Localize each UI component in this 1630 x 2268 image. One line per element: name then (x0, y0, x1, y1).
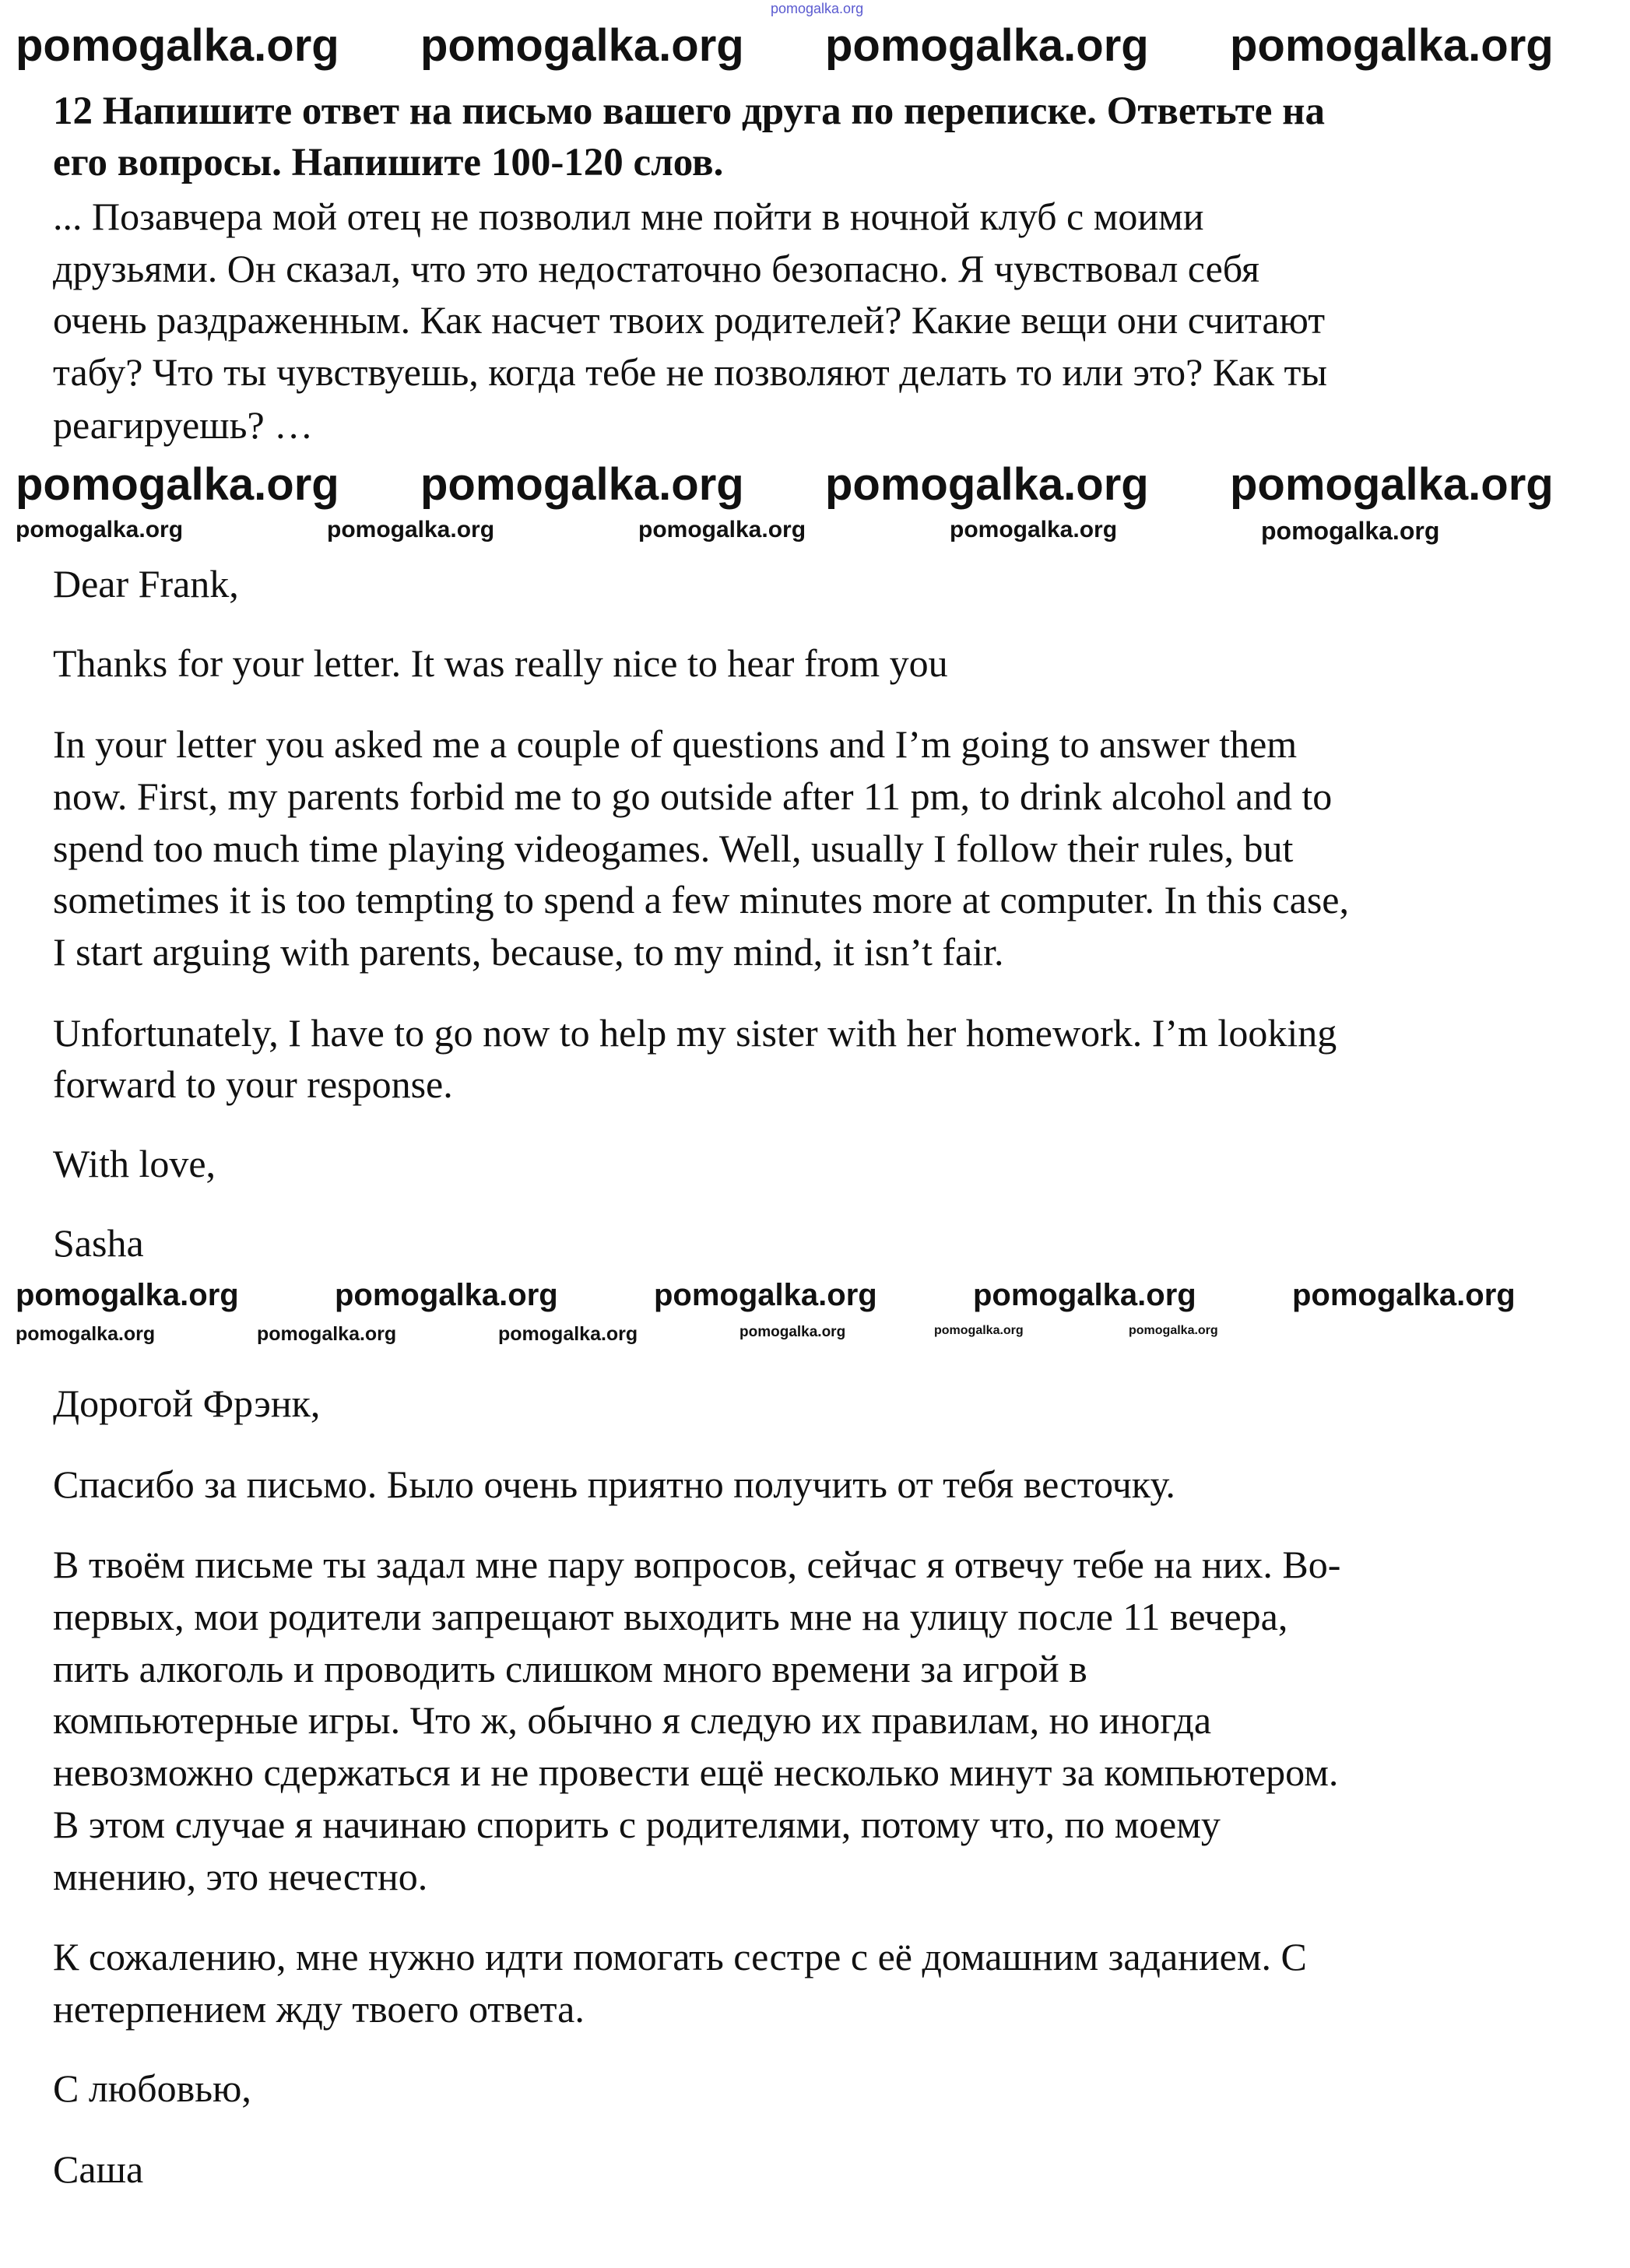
watermark: pomogalka.org (973, 1278, 1196, 1312)
watermark: pomogalka.org (1230, 459, 1554, 510)
body-ru-line: первых, мои родители запрещают выходить мне на улицу после 11 вечера, (53, 1595, 1288, 1638)
friend-letter-line: реагируешь? … (53, 403, 314, 447)
friend-letter-line: очень раздраженным. Как насчет твоих родителей? Какие вещи они считают (53, 298, 1326, 342)
greeting-en: Dear Frank, (53, 562, 239, 606)
body-ru-line: невозможно сдержаться и не провести ещё несколько минут за компьютером. (53, 1750, 1339, 1794)
watermark: pomogalka.org (825, 20, 1149, 71)
watermark: pomogalka.org (420, 20, 744, 71)
signoff-ru: С любовью, (53, 2066, 251, 2110)
watermark: pomogalka.org (654, 1278, 877, 1312)
watermark: pomogalka.org (327, 517, 495, 542)
friend-letter-line: ... Позавчера мой отец не позволил мне пойти в ночной клуб с моими (53, 195, 1204, 238)
task-line: его вопросы. Напишите 100-120 слов. (53, 141, 724, 184)
watermark: pomogalka.org (335, 1278, 558, 1312)
watermark: pomogalka.org (498, 1323, 638, 1345)
body-en-line: spend too much time playing videogames. Well, usually I follow their rules, but (53, 827, 1294, 870)
watermark: pomogalka.org (1129, 1324, 1218, 1337)
watermark: pomogalka.org (950, 517, 1118, 542)
greeting-ru: Дорогой Фрэнк, (53, 1382, 321, 1425)
watermark: pomogalka.org (420, 459, 744, 510)
watermark: pomogalka.org (16, 20, 339, 71)
watermark: pomogalka.org (1292, 1278, 1516, 1312)
watermark: pomogalka.org (934, 1324, 1024, 1337)
watermark: pomogalka.org (16, 1278, 239, 1312)
friend-letter-line: друзьями. Он сказал, что это недостаточно безопасно. Я чувствовал себя (53, 247, 1259, 290)
watermark: pomogalka.org (16, 517, 184, 542)
body-ru-line: В этом случае я начинаю спорить с родителями, потому что, по моему (53, 1803, 1221, 1846)
signoff-en: With love, (53, 1142, 216, 1185)
watermark: pomogalka.org (257, 1323, 397, 1345)
signature-en: Sasha (53, 1221, 144, 1265)
body-ru-line: пить алкоголь и проводить слишком много времени за игрой в (53, 1647, 1087, 1690)
body-en-line: sometimes it is too tempting to spend a few minutes more at computer. In this case, (53, 878, 1349, 922)
closing-en-line: Unfortunately, I have to go now to help my sister with her homework. I’m looking (53, 1011, 1337, 1055)
signature-ru: Саша (53, 2147, 144, 2191)
watermark: pomogalka.org (739, 1324, 846, 1340)
friend-letter-line: табу? Что ты чувствуешь, когда тебе не позволяют делать то или это? Как ты (53, 350, 1327, 394)
thanks-en: Thanks for your letter. It was really nice to hear from you (53, 641, 948, 685)
closing-ru-line: нетерпением жду твоего ответа. (53, 1987, 585, 2031)
body-en-line: In your letter you asked me a couple of questions and I’m going to answer them (53, 722, 1298, 766)
task-line: 12 Напишите ответ на письмо вашего друга по переписке. Ответьте на (53, 90, 1325, 133)
closing-en-line: forward to your response. (53, 1062, 453, 1106)
watermark: pomogalka.org (1230, 20, 1554, 71)
body-en-line: now. First, my parents forbid me to go outside after 11 pm, to drink alcohol and to (53, 774, 1333, 818)
watermark: pomogalka.org (771, 1, 864, 16)
body-ru-line: мнению, это нечестно. (53, 1855, 428, 1898)
body-en-line: I start arguing with parents, because, to my mind, it isn’t fair. (53, 930, 1004, 974)
watermark: pomogalka.org (16, 1323, 156, 1345)
watermark: pomogalka.org (1261, 517, 1440, 545)
closing-ru-line: К сожалению, мне нужно идти помогать сестре с её домашним заданием. С (53, 1935, 1307, 1978)
watermark: pomogalka.org (825, 459, 1149, 510)
thanks-ru: Спасибо за письмо. Было очень приятно получить от тебя весточку. (53, 1462, 1175, 1506)
watermark: pomogalka.org (16, 459, 339, 510)
watermark: pomogalka.org (638, 517, 806, 542)
body-ru-line: В твоём письме ты задал мне пару вопросов, сейчас я отвечу тебе на них. Во- (53, 1543, 1341, 1586)
body-ru-line: компьютерные игры. Что ж, обычно я следую их правилам, но иногда (53, 1698, 1212, 1742)
